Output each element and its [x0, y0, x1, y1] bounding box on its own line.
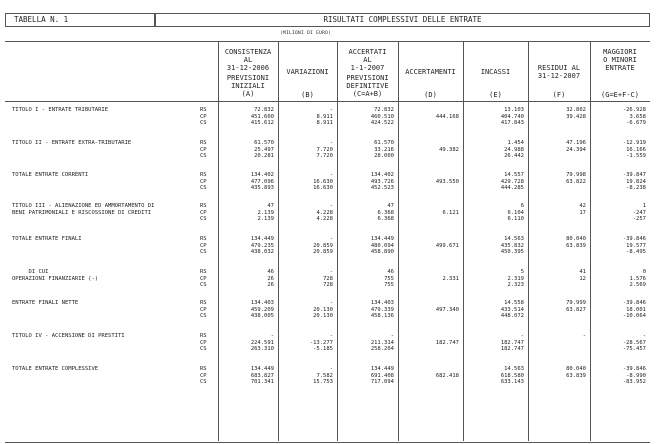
column-subheader: PREVISIONI — [346, 74, 389, 82]
row-code: CS — [200, 185, 207, 192]
column-header: CONSISTENZA — [224, 48, 272, 56]
table-cell: 13.103 — [504, 107, 524, 113]
table-cell: 452.523 — [370, 185, 394, 192]
table-cell: 16.630 — [313, 185, 333, 192]
row-code: CP — [200, 178, 207, 185]
table-cell: 8.911 — [316, 113, 333, 120]
table-cell: 2.139 — [257, 209, 274, 216]
table-cell: 458.136 — [370, 313, 394, 320]
table-cell: 3.658 — [629, 113, 646, 120]
column-header: ENTRATE — [605, 64, 635, 72]
row-code: RS — [200, 366, 207, 372]
row-code: CS — [200, 313, 207, 320]
table-cell: 28.000 — [374, 153, 394, 160]
table-cell: -13.277 — [309, 339, 333, 346]
table-cell: 47 — [387, 203, 394, 209]
table-cell: 182.747 — [435, 339, 459, 346]
table-cell: 72.832 — [374, 107, 394, 113]
table-cell: 0 — [642, 269, 646, 275]
table-cell: 134.449 — [250, 366, 274, 372]
row-code: RS — [200, 107, 207, 113]
table-cell: 6.110 — [507, 216, 524, 223]
table-cell: -39.846 — [622, 300, 646, 306]
table-cell: 258.204 — [370, 346, 394, 353]
table-cell: 61.570 — [254, 140, 274, 146]
row-code: CS — [200, 346, 207, 353]
row-code: RS — [200, 269, 207, 275]
table-cell: 79.998 — [566, 172, 586, 178]
table-cell: 63.839 — [566, 372, 586, 379]
row-title: TITOLO II - ENTRATE EXTRA-TRIBUTARIE — [12, 140, 132, 146]
table-cell: 493.726 — [370, 178, 394, 185]
table-cell: 24.394 — [566, 146, 586, 153]
table-cell: 25.497 — [254, 146, 274, 153]
table-cell: 18.001 — [626, 306, 646, 313]
table-cell: 415.612 — [250, 120, 274, 127]
column-subheader: DEFINITIVE — [346, 82, 389, 90]
column-header: AL — [363, 56, 372, 64]
table-cell: 460.510 — [370, 113, 394, 120]
table-cell: 134.449 — [370, 366, 394, 372]
table-cell: 80.040 — [566, 236, 586, 242]
row-code: RS — [200, 333, 207, 339]
table-cell: 683.827 — [250, 372, 274, 379]
table-cell: 2.319 — [507, 275, 524, 282]
table-cell: 728 — [323, 282, 333, 289]
table-cell: 1.576 — [629, 275, 646, 282]
table-cell: 14.558 — [504, 300, 524, 306]
column-header: 1-1-2007 — [350, 64, 385, 72]
table-cell: 479.339 — [370, 306, 394, 313]
table-cell: 682.418 — [435, 372, 459, 379]
row-title: TOTALE ENTRATE COMPLESSIVE — [12, 366, 99, 372]
table-cell: 134.402 — [250, 172, 274, 178]
table-cell: 63.839 — [566, 242, 586, 249]
table-cell: -5.185 — [313, 346, 333, 353]
table-cell: 1 — [642, 203, 646, 209]
table-cell: 755 — [384, 275, 394, 282]
table-cell: 19.577 — [626, 242, 646, 249]
column-subheader: (A) — [241, 90, 255, 98]
table-cell: 2.139 — [257, 216, 274, 223]
column-header: VARIAZIONI — [286, 68, 329, 76]
table-cell: - — [329, 300, 333, 306]
table-cell: 493.550 — [435, 178, 459, 185]
row-code: CS — [200, 120, 207, 127]
row-code: CP — [200, 113, 207, 120]
header-divider — [5, 101, 650, 102]
table-cell: 80.040 — [566, 366, 586, 372]
table-cell: -83.952 — [622, 379, 646, 386]
column-header: ACCERTAMENTI — [405, 68, 456, 76]
column-header: MAGGIORI — [603, 48, 637, 56]
table-cell: 39.428 — [566, 113, 586, 120]
column-subheader: INIZIALI — [231, 82, 265, 90]
table-cell: 8.911 — [316, 120, 333, 127]
table-cell: 6.121 — [442, 209, 459, 216]
table-cell: -257 — [632, 216, 646, 223]
table-cell: 728 — [323, 275, 333, 282]
row-code: CP — [200, 339, 207, 346]
table-cell: 7.720 — [316, 153, 333, 160]
column-subheader: (D) — [424, 91, 437, 99]
table-cell: - — [520, 333, 524, 339]
table-cell: 7.720 — [316, 146, 333, 153]
table-cell: 46 — [267, 269, 274, 275]
row-title: TITOLO I - ENTRATE TRIBUTARIE — [12, 107, 109, 113]
table-cell: 435.832 — [500, 242, 524, 249]
row-title: TITOLO III - ALIENAZIONE ED AMMORTAMENTO DI — [12, 203, 155, 209]
table-cell: 63.822 — [566, 178, 586, 185]
table-cell: 4.228 — [316, 209, 333, 216]
column-header: O MINORI — [603, 56, 637, 64]
column-subheader: (F) — [552, 91, 566, 99]
row-title: ENTRATE FINALI NETTE — [12, 300, 79, 306]
table-cell: 458.890 — [370, 249, 394, 256]
table-cell: 5 — [520, 269, 524, 275]
table-cell: 263.310 — [250, 346, 274, 353]
column-subheader: (B) — [301, 91, 314, 99]
table-cell: - — [329, 269, 333, 275]
table-cell: 26 — [267, 282, 274, 289]
table-cell: -12.919 — [622, 140, 646, 146]
column-header: AL — [243, 56, 253, 64]
table-cell: 63.827 — [566, 306, 586, 313]
table-cell: 61.570 — [374, 140, 394, 146]
table-cell: 20.859 — [313, 249, 333, 256]
table-cell: 24.988 — [504, 146, 524, 153]
table-cell: 755 — [384, 282, 394, 289]
row-code: CP — [200, 146, 207, 153]
table-cell: - — [642, 333, 646, 339]
table-cell: 459.209 — [250, 306, 274, 313]
row-title: TOTALE ENTRATE CORRENTI — [12, 172, 89, 178]
table-cell: 6 — [520, 203, 524, 209]
table-cell: 497.340 — [435, 306, 459, 313]
table-cell: 182.747 — [500, 346, 524, 353]
table-cell: 79.999 — [566, 300, 586, 306]
table-cell: 16.166 — [626, 146, 646, 153]
table-cell: -26.928 — [622, 107, 646, 113]
table-cell: 17 — [579, 209, 586, 216]
table-cell: 14.557 — [504, 172, 524, 178]
table-cell: -28.567 — [622, 339, 646, 346]
table-cell: - — [329, 172, 333, 178]
row-code: CS — [200, 379, 207, 386]
column-header: RESIDUI AL — [537, 64, 581, 72]
table-cell: 15.753 — [313, 379, 333, 386]
table-cell: - — [270, 333, 274, 339]
row-title: OPERAZIONI FINANZIARIE (-) — [12, 276, 99, 282]
row-code: CS — [200, 153, 207, 160]
table-cell: 448.072 — [500, 313, 524, 320]
table-cell: 435.893 — [250, 185, 274, 192]
row-code: RS — [200, 140, 207, 146]
table-cell: 424.522 — [370, 120, 394, 127]
table-cell: 33.216 — [374, 146, 394, 153]
table-cell: 444.168 — [435, 113, 459, 120]
table-cell: -8.238 — [626, 185, 646, 192]
row-title: DI CUI — [12, 269, 49, 275]
row-code: CS — [200, 249, 207, 256]
table-cell: 7.582 — [316, 372, 333, 379]
table-cell: 46 — [387, 269, 394, 275]
table-cell: 450.395 — [500, 249, 524, 256]
table-cell: 438.032 — [250, 249, 274, 256]
table-cell: - — [329, 333, 333, 339]
table-cell: 4.228 — [316, 216, 333, 223]
column-subheader: (C=A+B) — [352, 90, 383, 98]
table-cell: - — [329, 107, 333, 113]
table-cell: 26 — [267, 275, 274, 282]
table-cell: 20.130 — [313, 306, 333, 313]
table-cell: 32.802 — [566, 107, 586, 113]
table-cell: 26.442 — [504, 153, 524, 160]
table-cell: 72.832 — [254, 107, 274, 113]
column-subheader: PREVISIONI — [226, 74, 270, 82]
table-cell: - — [329, 140, 333, 146]
table-cell: 451.600 — [250, 113, 274, 120]
table-cell: 47 — [267, 203, 274, 209]
column-header: 31-12-2006 — [226, 64, 270, 72]
row-code: CP — [200, 275, 207, 282]
table-cell: 6.104 — [507, 209, 524, 216]
row-code: RS — [200, 172, 207, 178]
table-cell: 20.859 — [313, 242, 333, 249]
table-cell: 134.449 — [250, 236, 274, 242]
table-cell: -10.064 — [622, 313, 646, 320]
table-cell: 16.630 — [313, 178, 333, 185]
table-cell: 19.824 — [626, 178, 646, 185]
row-code: CP — [200, 306, 207, 313]
table-cell: 633.143 — [500, 379, 524, 386]
table-cell: 211.314 — [370, 339, 394, 346]
column-header: 31-12-2007 — [537, 72, 581, 80]
table-cell: -39.846 — [622, 236, 646, 242]
table-cell: -247 — [632, 209, 646, 216]
table-cell: - — [390, 333, 394, 339]
row-code: RS — [200, 300, 207, 306]
table-cell: -39.846 — [622, 366, 646, 372]
row-code: CP — [200, 209, 207, 216]
table-cell: -8.495 — [626, 249, 646, 256]
table-cell: -6.679 — [626, 120, 646, 127]
table-cell: 444.285 — [500, 185, 524, 192]
row-title: TOTALE ENTRATE FINALI — [12, 236, 82, 242]
table-cell: -1.559 — [626, 153, 646, 160]
table-cell: 2.323 — [507, 282, 524, 289]
table-cell: 404.740 — [500, 113, 524, 120]
table-cell: 6.368 — [377, 209, 394, 216]
row-code: CP — [200, 372, 207, 379]
table-cell: 438.005 — [250, 313, 274, 320]
table-cell: - — [329, 203, 333, 209]
table-cell: 691.408 — [370, 372, 394, 379]
table-cell: 480.094 — [370, 242, 394, 249]
units-note: (MILIONI DI EURO) — [280, 31, 332, 36]
table-cell: 224.591 — [250, 339, 274, 346]
table-cell: 14.563 — [504, 366, 524, 372]
row-code: RS — [200, 203, 207, 209]
table-cell: 479.235 — [250, 242, 274, 249]
table-cell: -75.457 — [622, 346, 646, 353]
table-cell: 134.403 — [370, 300, 394, 306]
table-cell: -39.847 — [622, 172, 646, 178]
table-label: TABELLA N. 1 — [5, 13, 155, 27]
table-cell: 20.130 — [313, 313, 333, 320]
table-cell: 14.563 — [504, 236, 524, 242]
table-cell: 1.454 — [507, 140, 524, 146]
row-title: BENI PATRIMONIALI E RISCOSSIONE DI CREDITI — [12, 210, 152, 216]
table-cell: 134.449 — [370, 236, 394, 242]
table-cell: 717.094 — [370, 379, 394, 386]
table-cell: 134.403 — [250, 300, 274, 306]
table-title: RISULTATI COMPLESSIVI DELLE ENTRATE — [155, 13, 650, 27]
table-cell: 42 — [579, 203, 586, 209]
table-cell: 2.331 — [442, 275, 459, 282]
column-header: ACCERTATI — [348, 48, 387, 56]
table-cell: 134.402 — [370, 172, 394, 178]
table-cell: 433.514 — [500, 306, 524, 313]
row-title: TITOLO IV - ACCENSIONE DI PRESTITI — [12, 333, 125, 339]
table-cell: 182.747 — [500, 339, 524, 346]
table-cell: 701.341 — [250, 379, 274, 386]
table-cell: 477.096 — [250, 178, 274, 185]
table-cell: 429.728 — [500, 178, 524, 185]
table-cell: 417.843 — [500, 120, 524, 127]
table-cell: - — [329, 236, 333, 242]
table-cell: 41 — [579, 269, 586, 275]
table-cell: - — [582, 333, 586, 339]
table-cell: 499.671 — [435, 242, 459, 249]
column-subheader: (G=E+F-C) — [601, 91, 639, 99]
table-cell: 20.281 — [254, 153, 274, 160]
table-cell: 2.569 — [629, 282, 646, 289]
table-cell: 12 — [579, 275, 586, 282]
table-cell: 47.196 — [566, 140, 586, 146]
row-code: CS — [200, 216, 207, 223]
table-cell: -8.990 — [626, 372, 646, 379]
table-cell: 49.382 — [439, 146, 459, 153]
row-code: CS — [200, 282, 207, 289]
row-code: CP — [200, 242, 207, 249]
table-cell: 618.580 — [500, 372, 524, 379]
table-cell: - — [329, 366, 333, 372]
column-subheader: (E) — [489, 91, 502, 99]
column-header: INCASSI — [480, 68, 511, 76]
table-cell: 6.368 — [377, 216, 394, 223]
row-code: RS — [200, 236, 207, 242]
